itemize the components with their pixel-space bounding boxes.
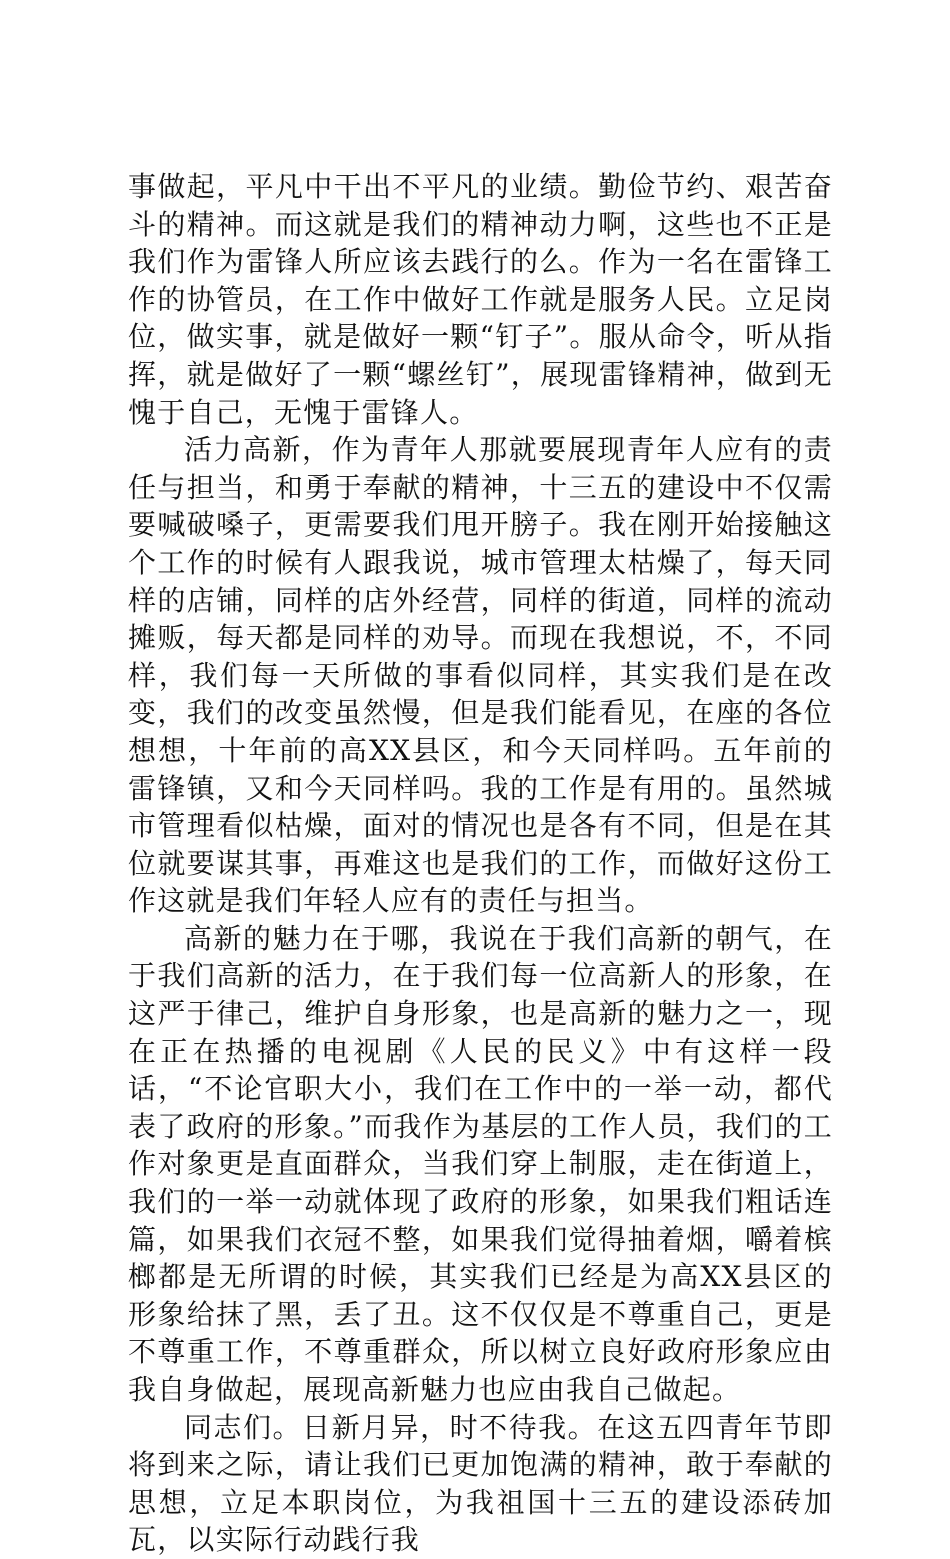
paragraph-1: 事做起，平凡中干出不平凡的业绩。勤俭节约、艰苦奋斗的精神。而这就是我们的精神动力啊，这些也不正是我们作为雷锋人所应该去践行的么。作为一名在雷锋工作的协管员，在工作中做好工作就是服务人民。立足岗位，做实事，就是做好一颗“钉子”。服从命令，听从指挥，就是做好了一颗“螺丝钉”，展现雷锋精神，做到无愧于自己，无愧于雷锋人。 [128, 170, 833, 429]
paragraph-3: 高新的魅力在于哪，我说在于我们高新的朝气，在于我们高新的活力，在于我们每一位高新人的形象，在这严于律己，维护自身形象，也是高新的魅力之一，现在正在热播的电视剧《人民的民义》中有这样一段话，“不论官职大小，我们在工作中的一举一动，都代表了政府的形象。”而我作为基层的工作人员，我们的工作对象更是直面群众，当我们穿上制服，走在街道上，我们的一举一动就体现了政府的形象，如果我们粗话连篇，如果我们衣冠不整，如果我们觉得抽着烟，嚼着槟榔都是无所谓的时候，其实我们已经是为高XX县区的形象给抹了黑，丢了丑。这不仅仅是不尊重自己，更是不尊重工作，不尊重群众，所以树立良好政府形象应由我自身做起，展现高新魅力也应由我自己做起。 [128, 921, 833, 1406]
paragraph-4: 同志们。日新月异，时不待我。在这五四青年节即将到来之际，请让我们已更加饱满的精神，敢于奉献的思想，立足本职岗位，为我祖国十三五的建设添砖加瓦，以实际行动践行我 [128, 1410, 833, 1557]
paragraph-2: 活力高新，作为青年人那就要展现青年人应有的责任与担当，和勇于奉献的精神，十三五的建设中不仅需要喊破嗓子，更需要我们甩开膀子。我在刚开始接触这个工作的时候有人跟我说，城市管理太枯燥了，每天同样的店铺，同样的店外经营，同样的街道，同样的流动摊贩，每天都是同样的劝导。而现在我想说，不，不同样，我们每一天所做的事看似同样，其实我们是在改变，我们的改变虽然慢，但是我们能看见，在座的各位想想，十年前的高XX县区，和今天同样吗。五年前的雷锋镇，又和今天同样吗。我的工作是有用的。虽然城市管理看似枯燥，面对的情况也是各有不同，但是在其位就要谋其事，再难这也是我们的工作，而做好这份工作这就是我们年轻人应有的责任与担当。 [128, 433, 833, 918]
document-body [128, 168, 833, 1559]
